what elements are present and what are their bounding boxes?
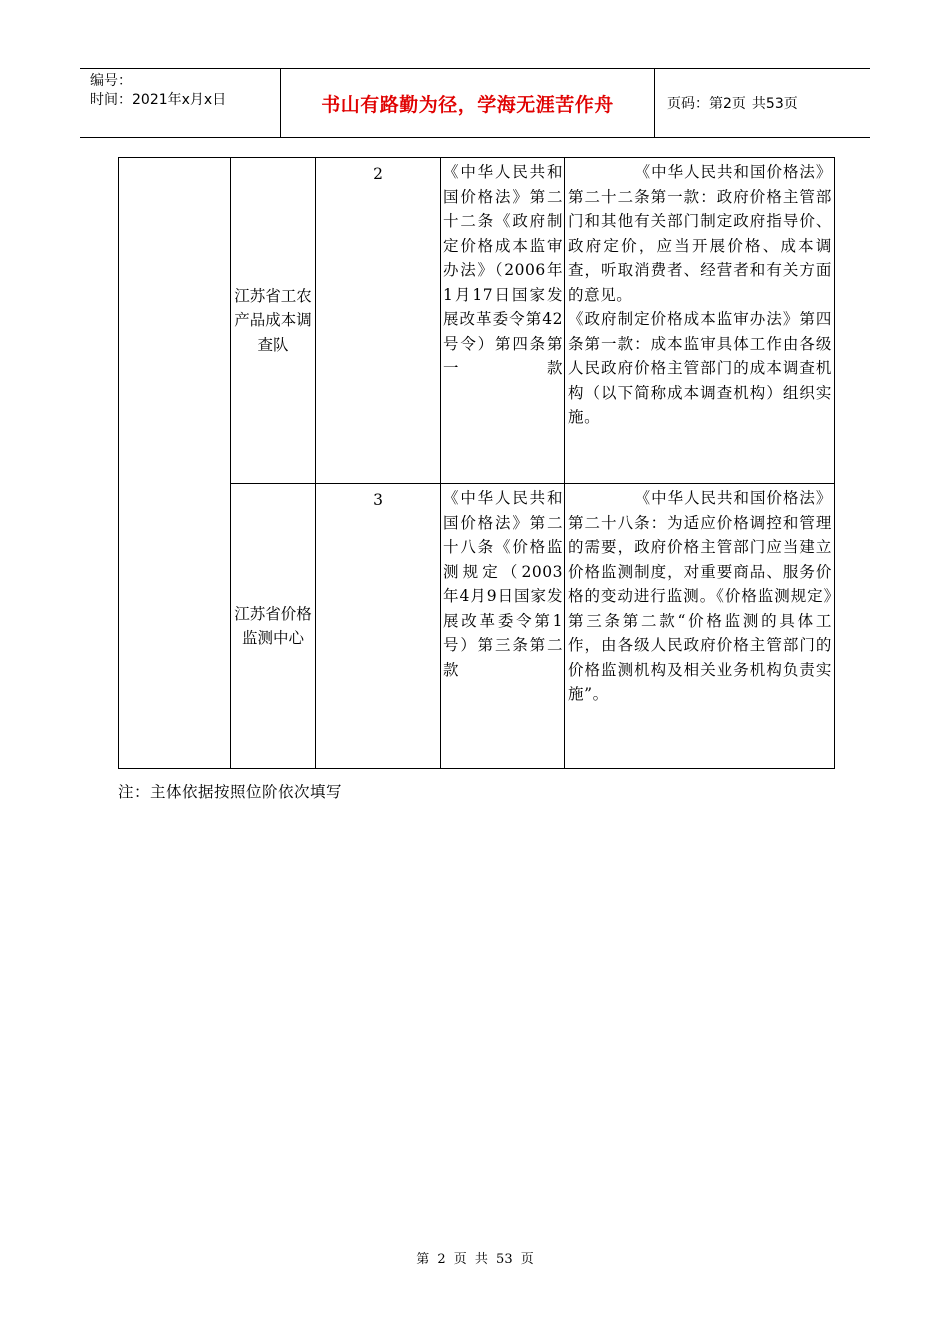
date-label: 时间：2021年x月x日: [90, 92, 227, 108]
content-cell: [565, 158, 835, 484]
page-label: 页码：第2页: [667, 96, 746, 112]
page-total: 共53页: [751, 96, 798, 112]
page-footer: 第 2 页 共 53 页: [416, 1252, 534, 1267]
header-motto: 书山有路勤为径，学海无涯苦作舟: [281, 69, 655, 137]
merged-cell: [119, 158, 231, 769]
number-cell: 2: [316, 158, 441, 484]
header-page-info: [655, 69, 870, 137]
table-row: [119, 158, 835, 484]
basis-cell: 《中华人民共和国价格法》第二十二条《政府制定价格成本监审办法》（2006年1月17日国家发展改革委令第42号令）第四条第一款: [441, 158, 565, 484]
basis-cell: 《中华人民共和国价格法》第二十八条《价格监测规定（2003年4月9日国家发展改革委令第1号）第三条第二款: [441, 484, 565, 769]
table-note: 注：主体依据按照位阶依次填写: [118, 783, 343, 801]
page-header: [80, 68, 870, 138]
org-cell: 江苏省价格监测中心: [231, 484, 316, 769]
number-label: 编号：: [90, 73, 132, 89]
responsibility-table: [118, 157, 835, 769]
content-paragraph: 《中华人民共和国价格法》第二十二条第一款：政府价格主管部门和其他有关部门制定政府指导价、政府定价，应当开展价格、成本调查，听取消费者、经营者和有关方面的意见。: [568, 163, 832, 304]
number-cell: 3: [316, 484, 441, 769]
content-paragraph: 《政府制定价格成本监审办法》第四条第一款：成本监审具体工作由各级人民政府价格主管部门的成本调查机构（以下简称成本调查机构）组织实施。: [568, 310, 832, 426]
content-cell: [565, 484, 835, 769]
org-cell: 江苏省工农产品成本调查队: [231, 158, 316, 484]
header-meta: [80, 69, 281, 137]
content-paragraph: 《中华人民共和国价格法》第二十八条：为适应价格调控和管理的需要，政府价格主管部门应当建立价格监测制度，对重要商品、服务价格的变动进行监测。《价格监测规定》第三条第二款“价格监测的具体工作，由各级人民政府价格主管部门的价格监测机构及相关业务机构负责实施”。: [568, 489, 832, 703]
